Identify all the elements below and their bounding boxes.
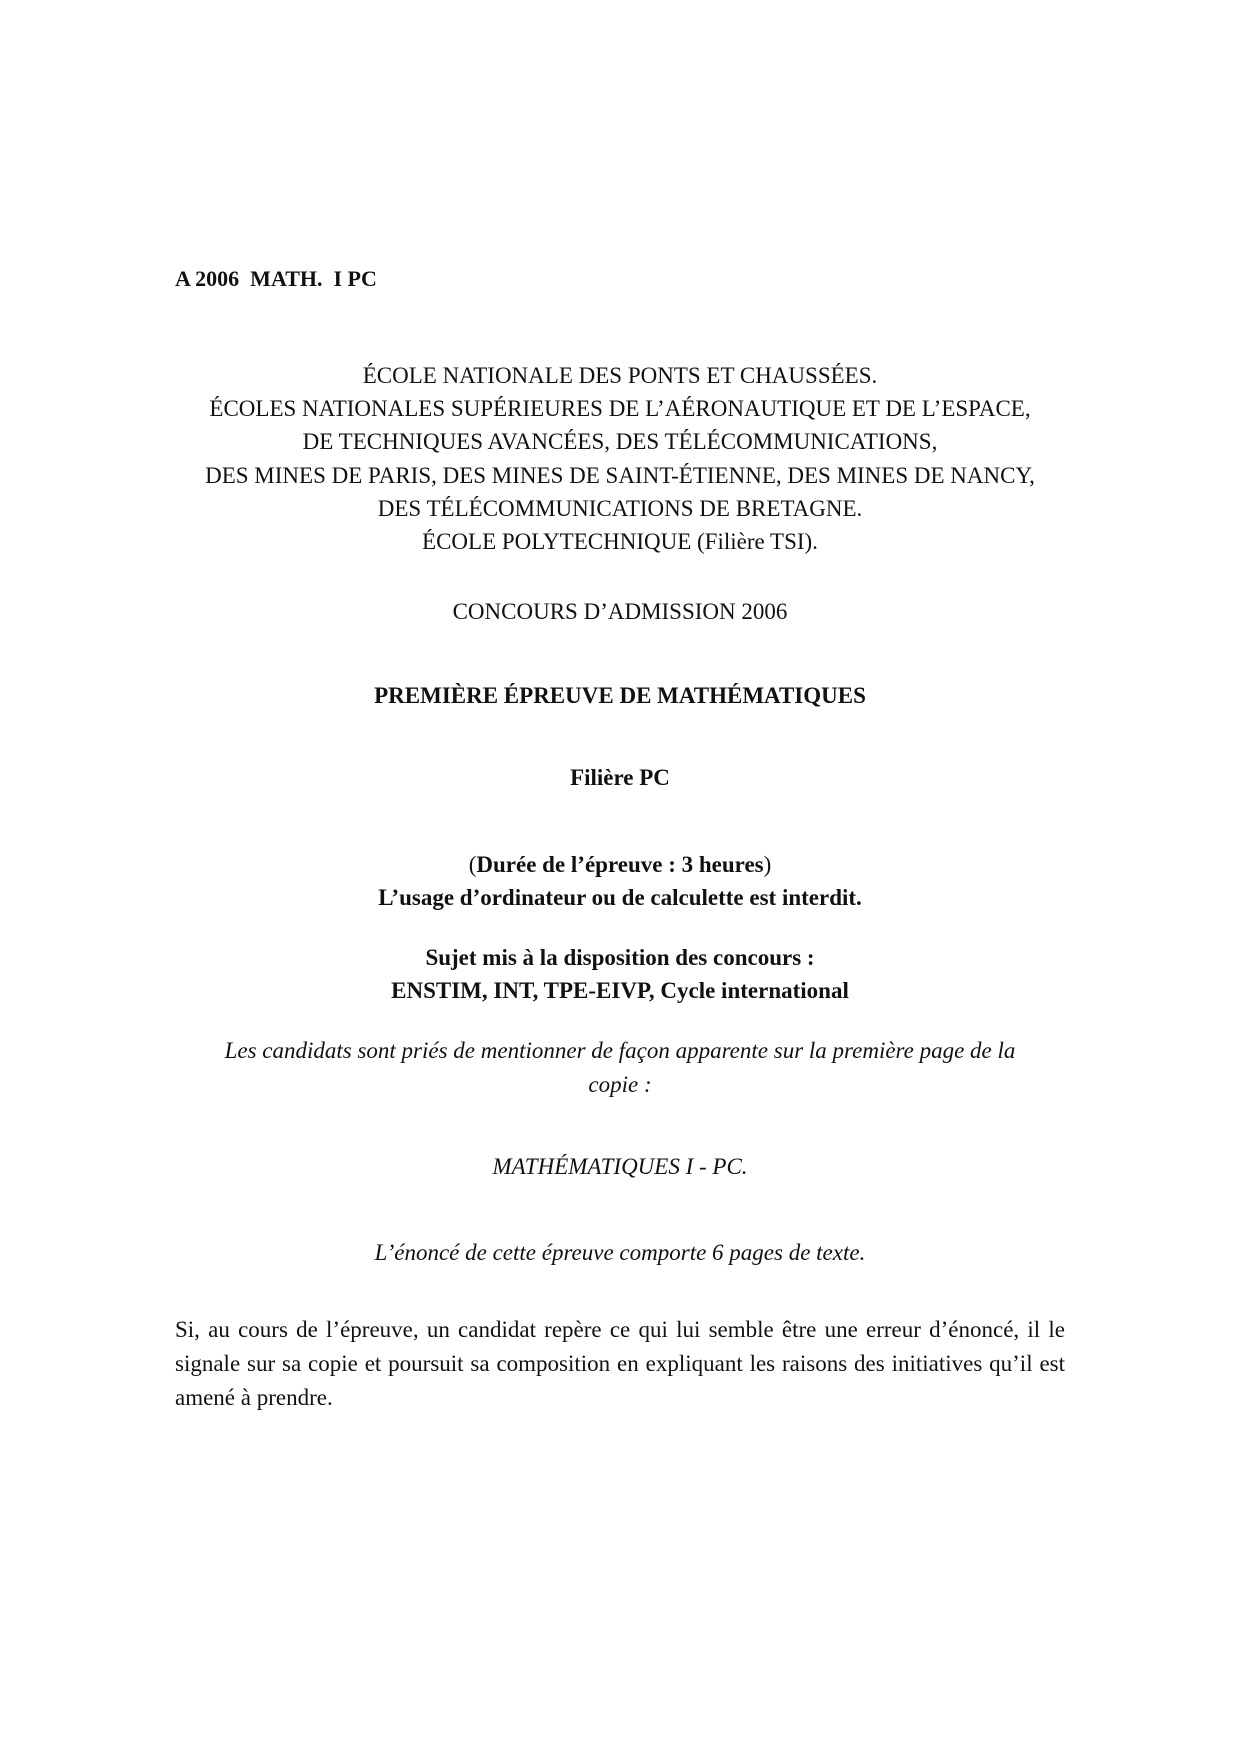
duration-text: Durée de l’épreuve : 3 heures — [476, 852, 764, 877]
duration-open-paren: ( — [468, 852, 477, 877]
filiere-label: Filière PC — [570, 765, 670, 790]
epreuve-title: PREMIÈRE ÉPREUVE DE MATHÉMATIQUES — [374, 683, 866, 708]
pages-notice: L’énoncé de cette épreuve comporte 6 pages de texte. — [374, 1240, 866, 1265]
candidates-notice-line-2: copie : — [588, 1072, 652, 1097]
school-line-1: ÉCOLE NATIONALE DES PONTS ET CHAUSSÉES. — [362, 363, 878, 388]
sujet-line-2: ENSTIM, INT, TPE-EIVP, Cycle international — [391, 978, 849, 1003]
copy-label: MATHÉMATIQUES I - PC. — [492, 1154, 748, 1179]
school-line-5: DES TÉLÉCOMMUNICATIONS DE BRETAGNE. — [377, 496, 863, 521]
duration-close-paren: ) — [763, 852, 772, 877]
candidates-notice-line-1: Les candidats sont priés de mentionner de façon apparente sur la première page de la — [224, 1038, 1016, 1063]
exam-code: A 2006 MATH. I PC — [175, 266, 377, 291]
sujet-line-1: Sujet mis à la disposition des concours : — [425, 945, 815, 970]
school-line-4: DES MINES DE PARIS, DES MINES DE SAINT-ÉTIENNE, DES MINES DE NANCY, — [205, 463, 1035, 488]
calculator-notice: L’usage d’ordinateur ou de calculette est interdit. — [378, 885, 862, 910]
school-line-3: DE TECHNIQUES AVANCÉES, DES TÉLÉCOMMUNICATIONS, — [302, 429, 938, 454]
concours-title: CONCOURS D’ADMISSION 2006 — [452, 599, 788, 624]
school-line-6: ÉCOLE POLYTECHNIQUE (Filière TSI). — [422, 529, 818, 554]
error-paragraph: Si, au cours de l’épreuve, un candidat repère ce qui lui semble être une erreur d’énoncé, il le signale sur sa copie et poursuit sa composition en expliquant les raisons des initiatives qu’il est amené à prendre. — [175, 1317, 1065, 1410]
school-line-2: ÉCOLES NATIONALES SUPÉRIEURES DE L’AÉRONAUTIQUE ET DE L’ESPACE, — [209, 396, 1031, 421]
duration-line — [0, 850, 1240, 880]
